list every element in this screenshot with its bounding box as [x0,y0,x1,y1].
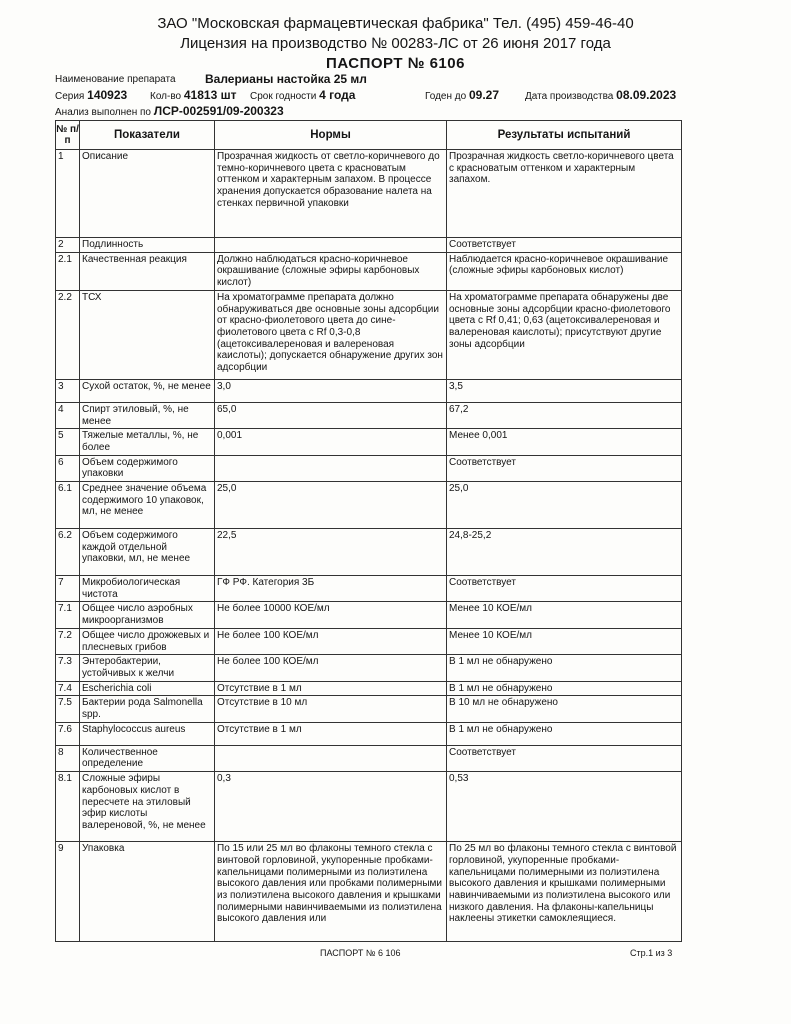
row-indicator: Качественная реакция [80,252,215,290]
footer-passport: ПАСПОРТ № 6 106 [320,948,401,958]
table-row [56,602,682,628]
row-indicator: Подлинность [80,238,215,253]
row-norm: 65,0 [215,402,447,428]
row-norm [215,238,447,253]
row-indicator: Staphylococcus aureus [80,722,215,745]
header-norms: Нормы [215,121,447,150]
row-result: В 1 мл не обнаружено [447,655,682,681]
table-row [56,529,682,576]
row-norm: Не более 100 КОЕ/мл [215,655,447,681]
row-number: 3 [56,379,80,402]
row-norm: 25,0 [215,482,447,529]
row-result: Прозрачная жидкость светло-коричневого цвета с красноватым оттенком и характерным запахом. [447,150,682,238]
row-indicator: ТСХ [80,290,215,379]
row-norm: На хроматограмме препарата должно обнаруживаться две основные зоны адсорбции от красно-фиолетового цвета до сине-фиолетового цвета с Rf 0,3-0,8 (ацетоксивалереновая и валереновая каислоты); допускается обнаружение других зон адсорбции [215,290,447,379]
row-number: 7.1 [56,602,80,628]
row-norm: Отсутствие в 1 мл [215,722,447,745]
row-indicator: Бактерии рода Salmonella spp. [80,696,215,722]
row-norm: По 15 или 25 мл во флаконы темного стекла с винтовой горловиной, укупоренные пробками-капельницами полимерными из полиэтилена высокого давления или пробками полимерными из полиэтилена высокого давления и крышками полимерными навинчиваемыми из полиэтилена высокого давления или [215,842,447,942]
row-result: Наблюдается красно-коричневое окрашивание (сложные эфиры карбоновых кислот) [447,252,682,290]
row-number: 8.1 [56,772,80,842]
row-indicator: Тяжелые металлы, %, не более [80,429,215,455]
row-number: 9 [56,842,80,942]
table-row [56,252,682,290]
table-row [56,455,682,481]
row-number: 6.1 [56,482,80,529]
page-number: Стр.1 из 3 [630,948,673,958]
row-norm [215,455,447,481]
valid-until-field [425,88,499,102]
row-indicator: Описание [80,150,215,238]
table-row [56,772,682,842]
row-result: На хроматограмме препарата обнаружены две основные зоны адсорбции красно-фиолетового цвета с Rf 0,41; 0,63 (ацетоксивалереновая и валереновая каислоты); присутствуют другие зоны адсорбции [447,290,682,379]
row-result: 25,0 [447,482,682,529]
table-header-row [56,121,682,150]
row-indicator: Объем содержимого упаковки [80,455,215,481]
row-number: 7 [56,576,80,602]
series-field [55,88,127,102]
passport-title: ПАСПОРТ № 6106 [326,55,465,72]
row-result: В 1 мл не обнаружено [447,722,682,745]
table-row [56,150,682,238]
row-number: 5 [56,429,80,455]
row-number: 2.1 [56,252,80,290]
row-norm: ГФ РФ. Категория 3Б [215,576,447,602]
valid-until-value: 09.27 [468,88,499,102]
row-number: 7.5 [56,696,80,722]
row-result: Менее 10 КОЕ/мл [447,628,682,654]
production-date-field [525,88,676,102]
row-number: 2.2 [56,290,80,379]
table-row [56,842,682,942]
row-result: Соответствует [447,455,682,481]
drug-name-value: Валерианы настойка 25 мл [205,72,367,86]
row-norm: 0,001 [215,429,447,455]
row-indicator: Сухой остаток, %, не менее [80,379,215,402]
row-result: Соответствует [447,576,682,602]
row-number: 7.3 [56,655,80,681]
row-indicator: Общее число аэробных микроорганизмов [80,602,215,628]
quantity-field [150,88,236,102]
table-row [56,238,682,253]
row-indicator: Спирт этиловый, %, не менее [80,402,215,428]
row-number: 7.6 [56,722,80,745]
table-row [56,722,682,745]
row-number: 7.2 [56,628,80,654]
analysis-value: ЛСР-002591/09-200323 [153,104,284,118]
valid-until-label: Годен до [425,91,467,102]
row-result: 3,5 [447,379,682,402]
row-result: Менее 10 КОЕ/мл [447,602,682,628]
row-indicator: Среднее значение объема содержимого 10 упаковок, мл, не менее [80,482,215,529]
row-result: Соответствует [447,238,682,253]
table-row [56,655,682,681]
row-indicator: Количественное определение [80,745,215,771]
test-results-table [55,120,682,942]
shelf-life-label: Срок годности [250,91,317,102]
row-norm: 0,3 [215,772,447,842]
row-result: Соответствует [447,745,682,771]
quantity-label: Кол-во [150,91,182,102]
row-number: 4 [56,402,80,428]
row-norm: Отсутствие в 10 мл [215,696,447,722]
production-date-label: Дата производства [525,91,614,102]
row-indicator: Микробиологическая чистота [80,576,215,602]
shelf-life-field [250,88,355,102]
row-indicator: Сложные эфиры карбоновых кислот в пересчете на этиловый эфир кислоты валереновой, %, не менее [80,772,215,842]
row-result: 24,8-25,2 [447,529,682,576]
analysis-label: Анализ выполнен по [55,107,151,118]
row-norm: Отсутствие в 1 мл [215,681,447,696]
shelf-life-value: 4 года [319,88,356,102]
row-norm [215,745,447,771]
analysis-field [55,104,284,118]
table-row [56,402,682,428]
quantity-value: 41813 шт [183,88,237,102]
table-row [56,745,682,771]
table-row [56,628,682,654]
row-norm: 3,0 [215,379,447,402]
row-indicator: Энтеробактерии, устойчивых к желчи [80,655,215,681]
row-result: В 1 мл не обнаружено [447,681,682,696]
table-row [56,482,682,529]
row-number: 1 [56,150,80,238]
row-number: 6 [56,455,80,481]
company-header: ЗАО "Московская фармацевтическая фабрика" Тел. (495) 459-46-40 [157,15,634,32]
table-row [56,576,682,602]
row-number: 7.4 [56,681,80,696]
row-indicator: Escherichia coli [80,681,215,696]
row-result: 0,53 [447,772,682,842]
row-indicator: Общее число дрожжевых и плесневых грибов [80,628,215,654]
header-number: № п/п [56,121,80,150]
series-value: 140923 [87,88,128,102]
row-number: 2 [56,238,80,253]
row-indicator: Упаковка [80,842,215,942]
row-result: В 10 мл не обнаружено [447,696,682,722]
table-row [56,379,682,402]
row-norm: Прозрачная жидкость от светло-коричневого до темно-коричневого цвета с красноватым оттенком и характерным запахом. В процессе хранения допускается образование налета на стенках первичной упаковки [215,150,447,238]
drug-name-label: Наименование препарата [55,74,176,85]
row-norm: Не более 10000 КОЕ/мл [215,602,447,628]
table-row [56,429,682,455]
header-indicator: Показатели [80,121,215,150]
table-row [56,290,682,379]
table-row [56,681,682,696]
row-norm: Не более 100 КОЕ/мл [215,628,447,654]
row-result: 67,2 [447,402,682,428]
production-date-value: 08.09.2023 [616,88,677,102]
series-label: Серия [55,91,85,102]
row-number: 6.2 [56,529,80,576]
license-line: Лицензия на производство № 00283-ЛС от 26 июня 2017 года [180,35,611,52]
table-row [56,696,682,722]
row-indicator: Объем содержимого каждой отдельной упаковки, мл, не менее [80,529,215,576]
row-number: 8 [56,745,80,771]
row-result: Менее 0,001 [447,429,682,455]
header-results: Результаты испытаний [447,121,682,150]
row-result: По 25 мл во флаконы темного стекла с винтовой горловиной, укупоренные пробками-капельницами полимерными из полиэтилена высокого давления и крышками полимерными навинчиваемыми из полиэтилена высокого или низкого давления. На флаконы-капельницы наклеены этикетки самоклеящиеся. [447,842,682,942]
row-norm: 22,5 [215,529,447,576]
row-norm: Должно наблюдаться красно-коричневое окрашивание (сложные эфиры карбоновых кислот) [215,252,447,290]
